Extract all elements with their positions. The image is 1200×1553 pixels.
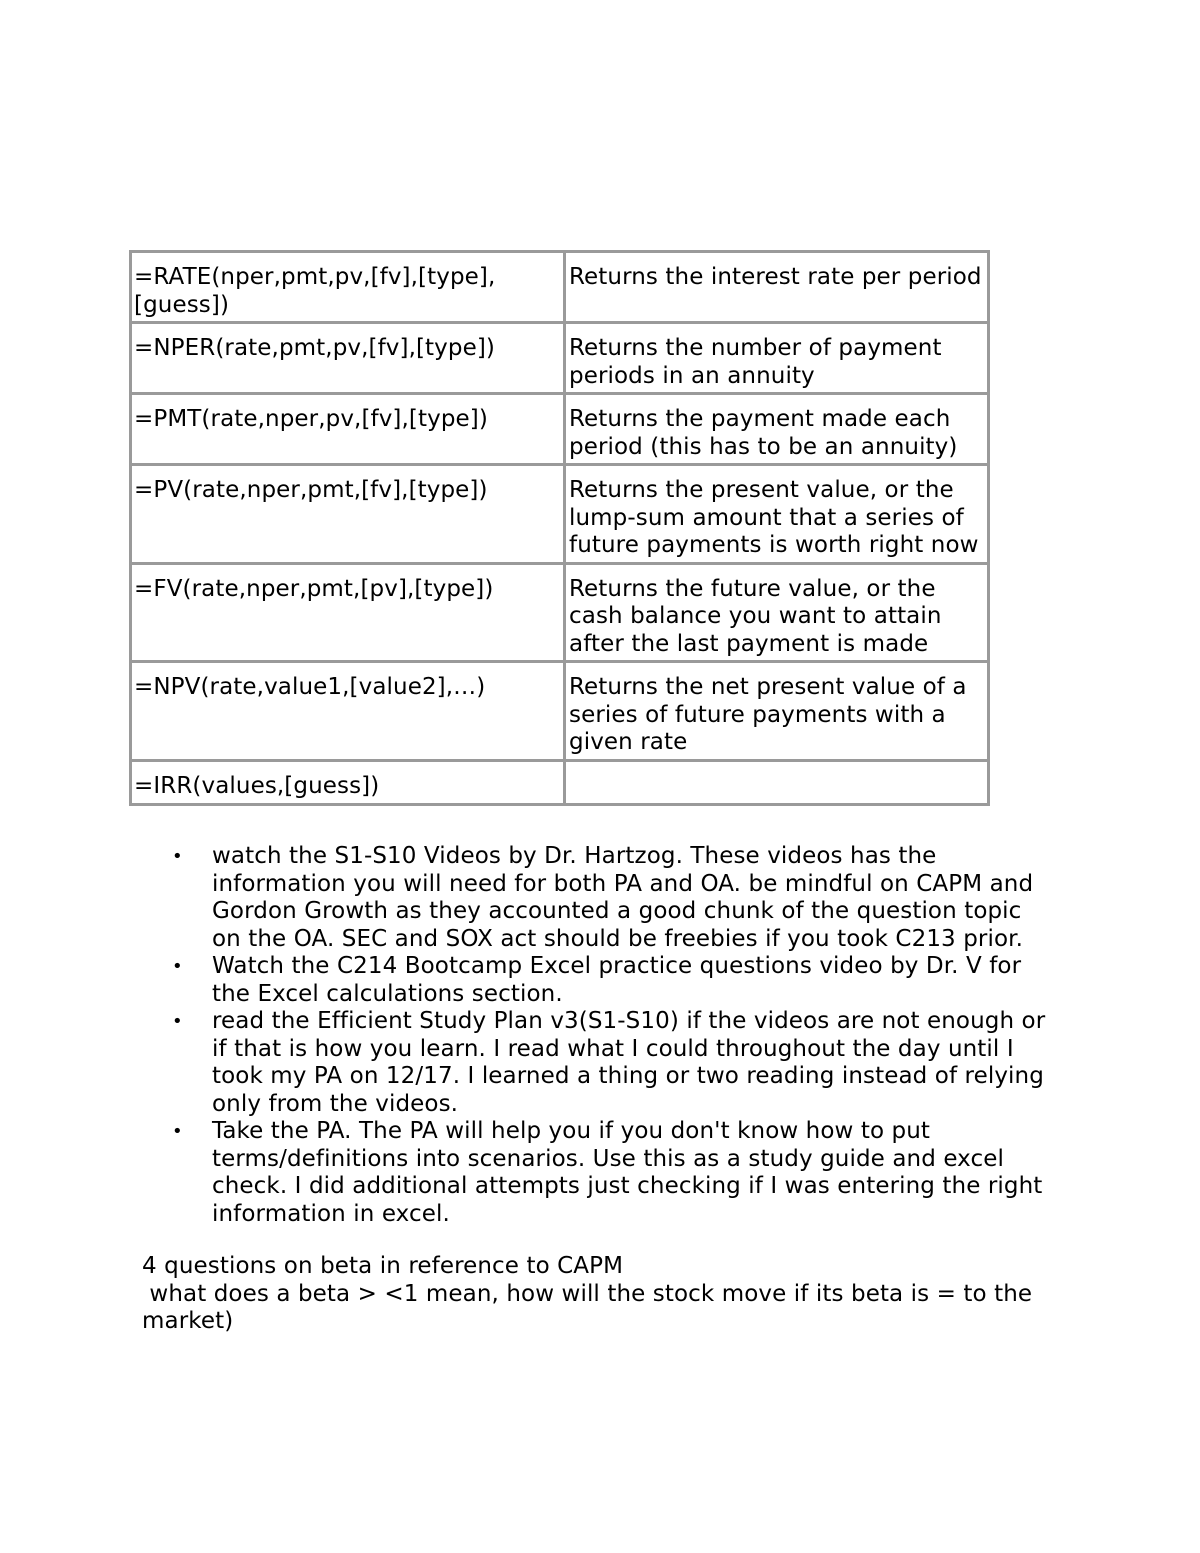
bullet-icon: • (172, 956, 183, 977)
table-row (131, 323, 989, 394)
function-syntax-cell: =NPV(rate,value1,[value2],…) (131, 662, 565, 761)
function-syntax-cell: =PV(rate,nper,pmt,[fv],[type]) (131, 465, 565, 564)
function-description-cell: Returns the number of payment periods in an annuity (565, 323, 989, 394)
notes-line: 4 questions on beta in reference to CAPM (142, 1253, 624, 1279)
table-row (131, 252, 989, 323)
list-item-text: Watch the C214 Bootcamp Excel practice questions video by Dr. V for the Excel calculations section. (212, 953, 1022, 1007)
list-item-text: watch the S1-S10 Videos by Dr. Hartzog. These videos has the information you will need for both PA and OA. be mindful on CAPM and Gordon Growth as they accounted a good chunk of the question topic on the OA. SEC and SOX act should be freebies if you took C213 prior. (212, 843, 1034, 952)
function-description-cell: Returns the net present value of a series of future payments with a given rate (565, 662, 989, 761)
table-row (131, 662, 989, 761)
list-item-text: Take the PA. The PA will help you if you don't know how to put terms/definitions into scenarios. Use this as a study guide and excel check. I did additional attempts just checking if I was entering the right information in excel. (212, 1118, 1043, 1227)
function-description-cell: Returns the interest rate per period (565, 252, 989, 323)
function-description-cell: Returns the present value, or the lump-sum amount that a series of future payments is worth right now (565, 465, 989, 564)
excel-functions-table (129, 250, 990, 806)
list-item (172, 1008, 1052, 1118)
function-description-cell: Returns the payment made each period (this has to be an annuity) (565, 394, 989, 465)
notes-line: what does a beta > <1 mean, how will the stock move if its beta is = to the market) (142, 1280, 1040, 1334)
function-syntax-cell: =NPER(rate,pmt,pv,[fv],[type]) (131, 323, 565, 394)
study-tips-list (172, 843, 1052, 1228)
bullet-icon: • (172, 1121, 183, 1142)
function-syntax-cell: =PMT(rate,nper,pv,[fv],[type]) (131, 394, 565, 465)
function-description-cell: Returns the future value, or the cash balance you want to attain after the last payment is made (565, 563, 989, 662)
table-row (131, 563, 989, 662)
table-row (131, 760, 989, 804)
list-item (172, 1118, 1052, 1228)
table-row (131, 465, 989, 564)
table-row (131, 394, 989, 465)
function-syntax-cell: =RATE(nper,pmt,pv,[fv],[type],[guess]) (131, 252, 565, 323)
beta-notes (142, 1253, 1062, 1336)
function-syntax-cell: =FV(rate,nper,pmt,[pv],[type]) (131, 563, 565, 662)
list-item-text: read the Efficient Study Plan v3(S1-S10) if the videos are not enough or if that is how you learn. I read what I could throughout the day until I took my PA on 12/17. I learned a thing or two reading instead of relying only from the videos. (212, 1008, 1046, 1117)
bullet-icon: • (172, 846, 183, 867)
list-item (172, 953, 1052, 1008)
function-syntax-cell: =IRR(values,[guess]) (131, 760, 565, 804)
function-description-cell (565, 760, 989, 804)
bullet-icon: • (172, 1011, 183, 1032)
list-item (172, 843, 1052, 953)
